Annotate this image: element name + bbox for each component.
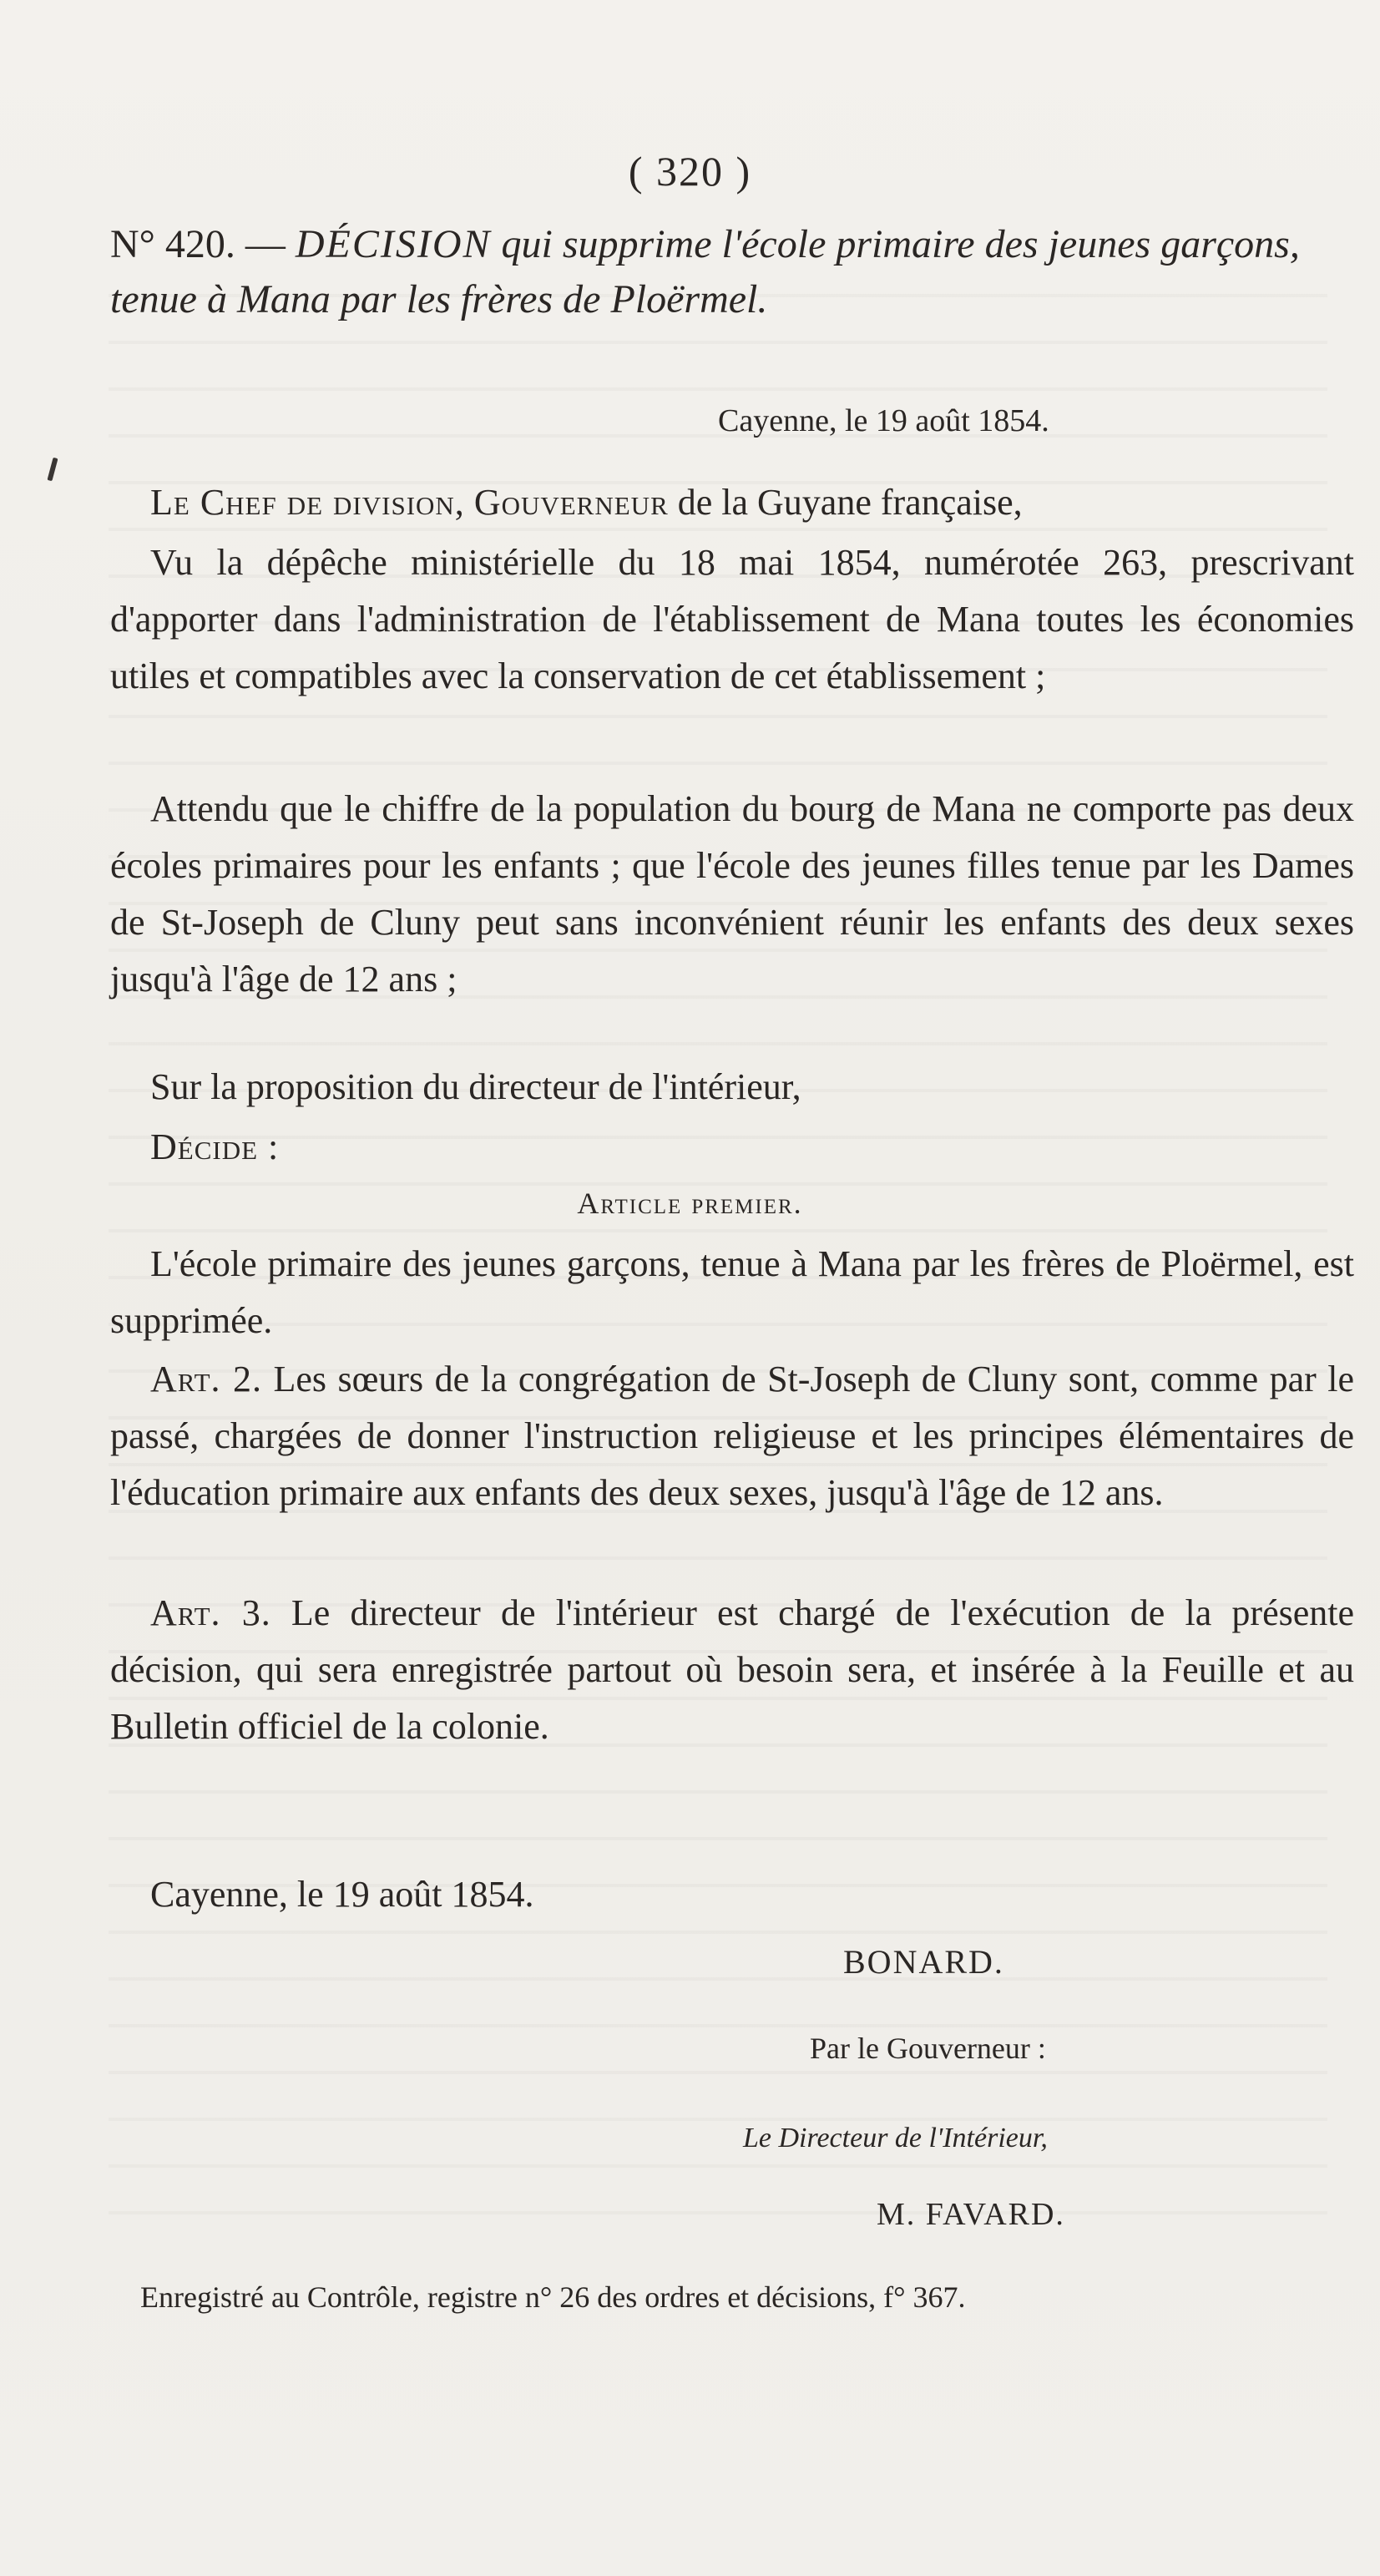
article-2 (110, 1351, 1354, 1521)
paragraph-vu: Vu la dépêche ministérielle du 18 mai 1854, numérotée 263, prescrivant d'apporter dans l'administration de l'établissement de Mana toutes les économies utiles et compatibles avec la conservation de cet établissement ; (110, 542, 1354, 696)
governor-signature: BONARD. (843, 1943, 1004, 1981)
director-title: Le Directeur de l'Intérieur, (743, 2123, 1048, 2153)
decide-label: Décide : (150, 1126, 280, 1167)
dateline: Cayenne, le 19 août 1854. (718, 403, 1049, 438)
paragraph-proposition: Sur la proposition du directeur de l'intérieur, (150, 1066, 801, 1107)
decision-number: N° 420. (110, 222, 235, 266)
page-number: ( 320 ) (628, 148, 752, 195)
authority-title-governor: Gouverneur (473, 482, 669, 523)
director-name: M. FAVARD. (877, 2197, 1065, 2232)
heading-dash: — (245, 222, 286, 266)
registration-footer: Enregistré au Contrôle, registre n° 26 des ordres et décisions, f° 367. (140, 2280, 966, 2314)
article-3-label: Art. 3. (150, 1592, 271, 1633)
authority-title: Le Chef de division, (150, 482, 465, 523)
margin-mark (47, 458, 58, 482)
article-2-label: Art. 2. (150, 1359, 263, 1399)
article-premier-heading: Article premier. (577, 1187, 803, 1220)
decision-heading (110, 217, 1354, 327)
closing-date: Cayenne, le 19 août 1854. (150, 1874, 534, 1915)
by-governor-line: Par le Gouverneur : (810, 2032, 1046, 2065)
decision-title-word: DÉCISION (295, 222, 492, 266)
paragraph-attendu: Attendu que le chiffre de la population du bourg de Mana ne comporte pas deux écoles primaires pour les enfants ; que l'école des jeunes filles tenue par les Dames de St-Joseph de Cluny peut sans inconvénient réunir les enfants des deux sexes jusqu'à l'âge de 12 ans ; (110, 788, 1354, 1000)
article-3-text: Le directeur de l'intérieur est chargé de l'exécution de la présente décision, qui sera enregistrée partout où besoin sera, et insérée à la Feuille et au Bulletin officiel de la colonie. (110, 1592, 1355, 1747)
decision-title: qui supprime l'école primaire des jeunes garçons, tenue à Mana par les frères de Ploërmel. (110, 222, 1300, 321)
article-1-text: L'école primaire des jeunes garçons, tenue à Mana par les frères de Ploërmel, est supprimée. (110, 1243, 1354, 1341)
article-3 (110, 1585, 1354, 1755)
article-2-text: Les sœurs de la congrégation de St-Joseph de Cluny sont, comme par le passé, chargées de donner l'instruction religieuse et les principes élémentaires de l'éducation primaire aux enfants des deux sexes, jusqu'à l'âge de 12 ans. (110, 1359, 1354, 1513)
authority-rest: de la Guyane française, (677, 482, 1023, 523)
preamble-authority (110, 474, 1354, 531)
